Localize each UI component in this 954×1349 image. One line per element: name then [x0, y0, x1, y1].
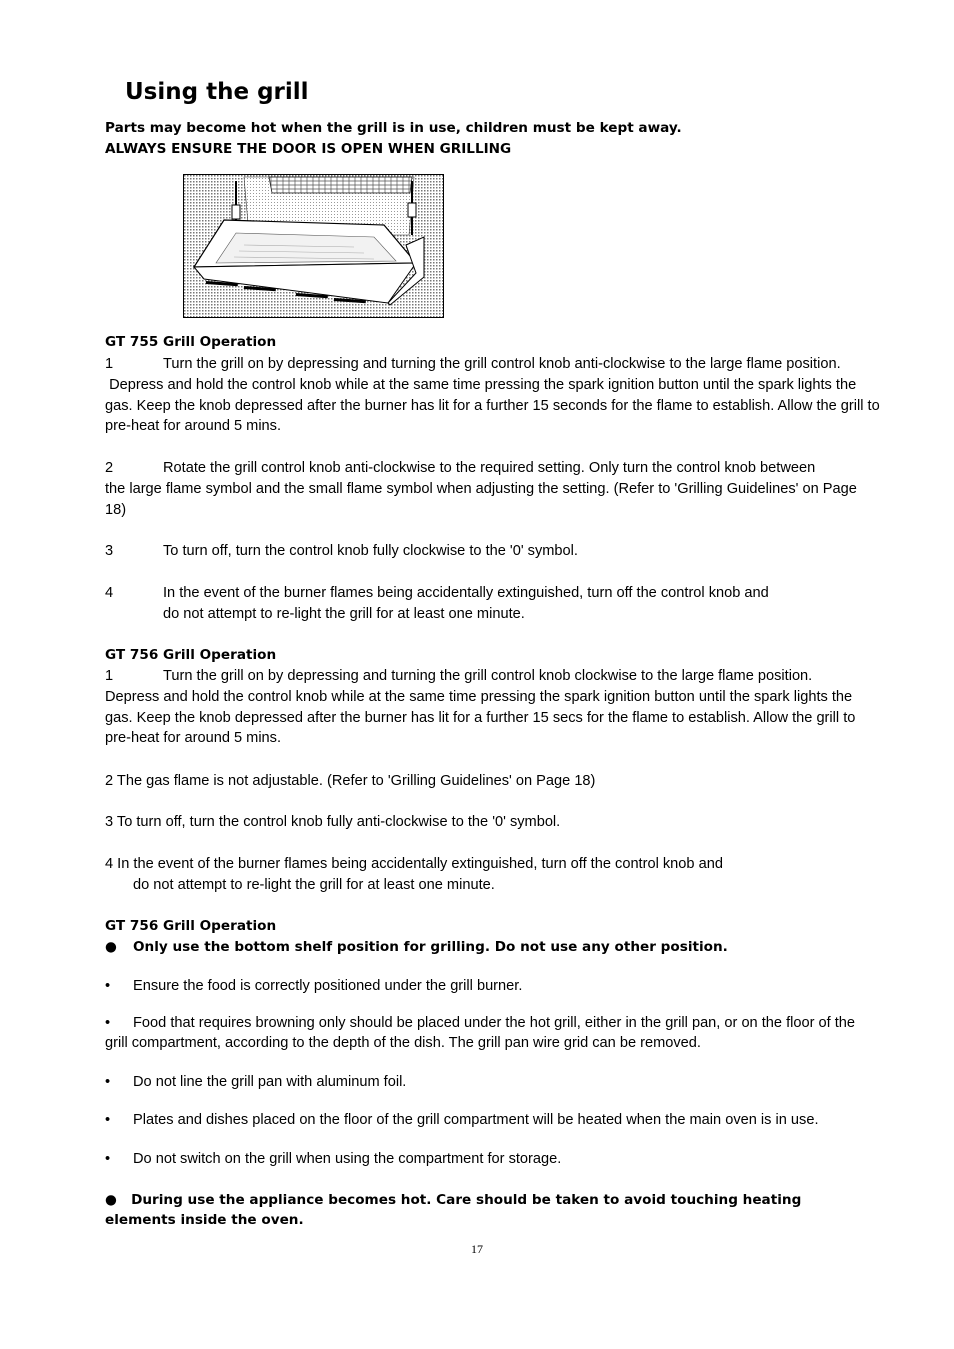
bullet-dot-icon: ●	[105, 1192, 117, 1208]
guideline-bullet-1	[105, 976, 880, 997]
gt755-step-1	[105, 354, 884, 437]
step-text: Turn the grill on by depressing and turning the grill control knob anti-clockwise to the large flame position.	[163, 356, 841, 372]
grill-pan-illustration	[183, 174, 444, 318]
step-text: To turn off, turn the control knob fully clockwise to the '0' symbol.	[163, 543, 578, 559]
hot-parts-warning: Parts may become hot when the grill is in use, children must be kept away.	[105, 120, 682, 136]
guidelines-heading: GT 756 Grill Operation	[105, 918, 277, 934]
page-title: Using the grill	[125, 79, 309, 105]
step-text-cont: do not attempt to re-light the grill for at least one minute.	[163, 605, 525, 622]
gt755-step-4	[105, 583, 880, 625]
gt756-step-3: 3 To turn off, turn the control knob fully anti-clockwise to the '0' symbol.	[105, 814, 561, 830]
step-number: 2	[105, 460, 114, 476]
gt755-step-3	[105, 541, 880, 562]
guideline-bullet-3	[105, 1072, 880, 1093]
bullet-text: Do not switch on the grill when using the compartment for storage.	[133, 1151, 562, 1167]
bullet-text: Do not line the grill pan with aluminum foil.	[133, 1074, 407, 1090]
guideline-bullet-4	[105, 1110, 880, 1131]
bullet-icon: •	[105, 1074, 111, 1090]
door-open-warning: ALWAYS ENSURE THE DOOR IS OPEN WHEN GRILLING	[105, 141, 512, 157]
bullet-icon: •	[105, 978, 111, 994]
step-number: 1	[105, 668, 114, 684]
step-text-cont: Depress and hold the control knob while at the same time pressing the spark ignition button until the spark lights the gas. Keep the knob depressed after the burner has lit for a further 15 seconds for the flame to establish. Allow the grill to pre-heat for around 5 mins.	[105, 376, 884, 435]
step-text: Turn the grill on by depressing and turning the grill control knob clockwise to the large flame position.	[163, 668, 813, 684]
bullet-icon: •	[105, 1112, 111, 1128]
guideline-bullet-2	[105, 1014, 880, 1053]
bullet-text: Plates and dishes placed on the floor of the grill compartment will be heated when the main oven is in use.	[133, 1112, 819, 1128]
bullet-text: Ensure the food is correctly positioned under the grill burner.	[133, 978, 523, 994]
grill-pan-icon	[184, 175, 443, 317]
step-number: 1	[105, 356, 114, 372]
gt755-step-2	[105, 458, 880, 520]
bold-bullet	[105, 937, 880, 958]
step-text: 4 In the event of the burner flames being accidentally extinguished, turn off the control knob and	[105, 856, 723, 872]
step-text-cont: do not attempt to re-light the grill for at least one minute.	[133, 876, 495, 893]
step-text: Rotate the grill control knob anti-clockwise to the required setting. Only turn the control knob between	[163, 460, 816, 476]
final-warning	[105, 1191, 875, 1230]
bullet-text: During use the appliance becomes hot. Care should be taken to avoid touching heating elements inside the oven.	[105, 1192, 802, 1228]
bullet-icon: •	[105, 1015, 111, 1031]
bullet-text: Food that requires browning only should be placed under the hot grill, either in the grill pan, or on the floor of the grill compartment, according to the depth of the dish. The grill pan wire grid can be removed.	[105, 1015, 856, 1051]
gt756-step-1	[105, 666, 880, 749]
gt755-heading: GT 755 Grill Operation	[105, 334, 277, 350]
step-text: In the event of the burner flames being accidentally extinguished, turn off the control knob and	[163, 585, 769, 601]
step-text-cont: Depress and hold the control knob while at the same time pressing the spark ignition button until the spark lights the gas. Keep the knob depressed after the burner has lit for a further 15 secs for the flame to establish. Allow the grill to pre-heat for around 5 mins.	[105, 688, 856, 747]
bullet-icon: •	[105, 1151, 111, 1167]
gt756-heading: GT 756 Grill Operation	[105, 647, 277, 663]
bullet-text: Only use the bottom shelf position for grilling. Do not use any other position.	[133, 939, 728, 955]
step-text-cont: the large flame symbol and the small flame symbol when adjusting the setting. (Refer to 'Grilling Guidelines' on Page 18)	[105, 480, 857, 518]
step-number: 4	[105, 585, 114, 601]
page-number: 17	[471, 1242, 483, 1256]
guideline-bullet-5	[105, 1149, 880, 1170]
gt756-step-4	[105, 854, 880, 896]
step-number: 3	[105, 543, 114, 559]
gt756-step-2: 2 The gas flame is not adjustable. (Refer to 'Grilling Guidelines' on Page 18)	[105, 773, 596, 789]
bullet-dot-icon: ●	[105, 939, 117, 955]
